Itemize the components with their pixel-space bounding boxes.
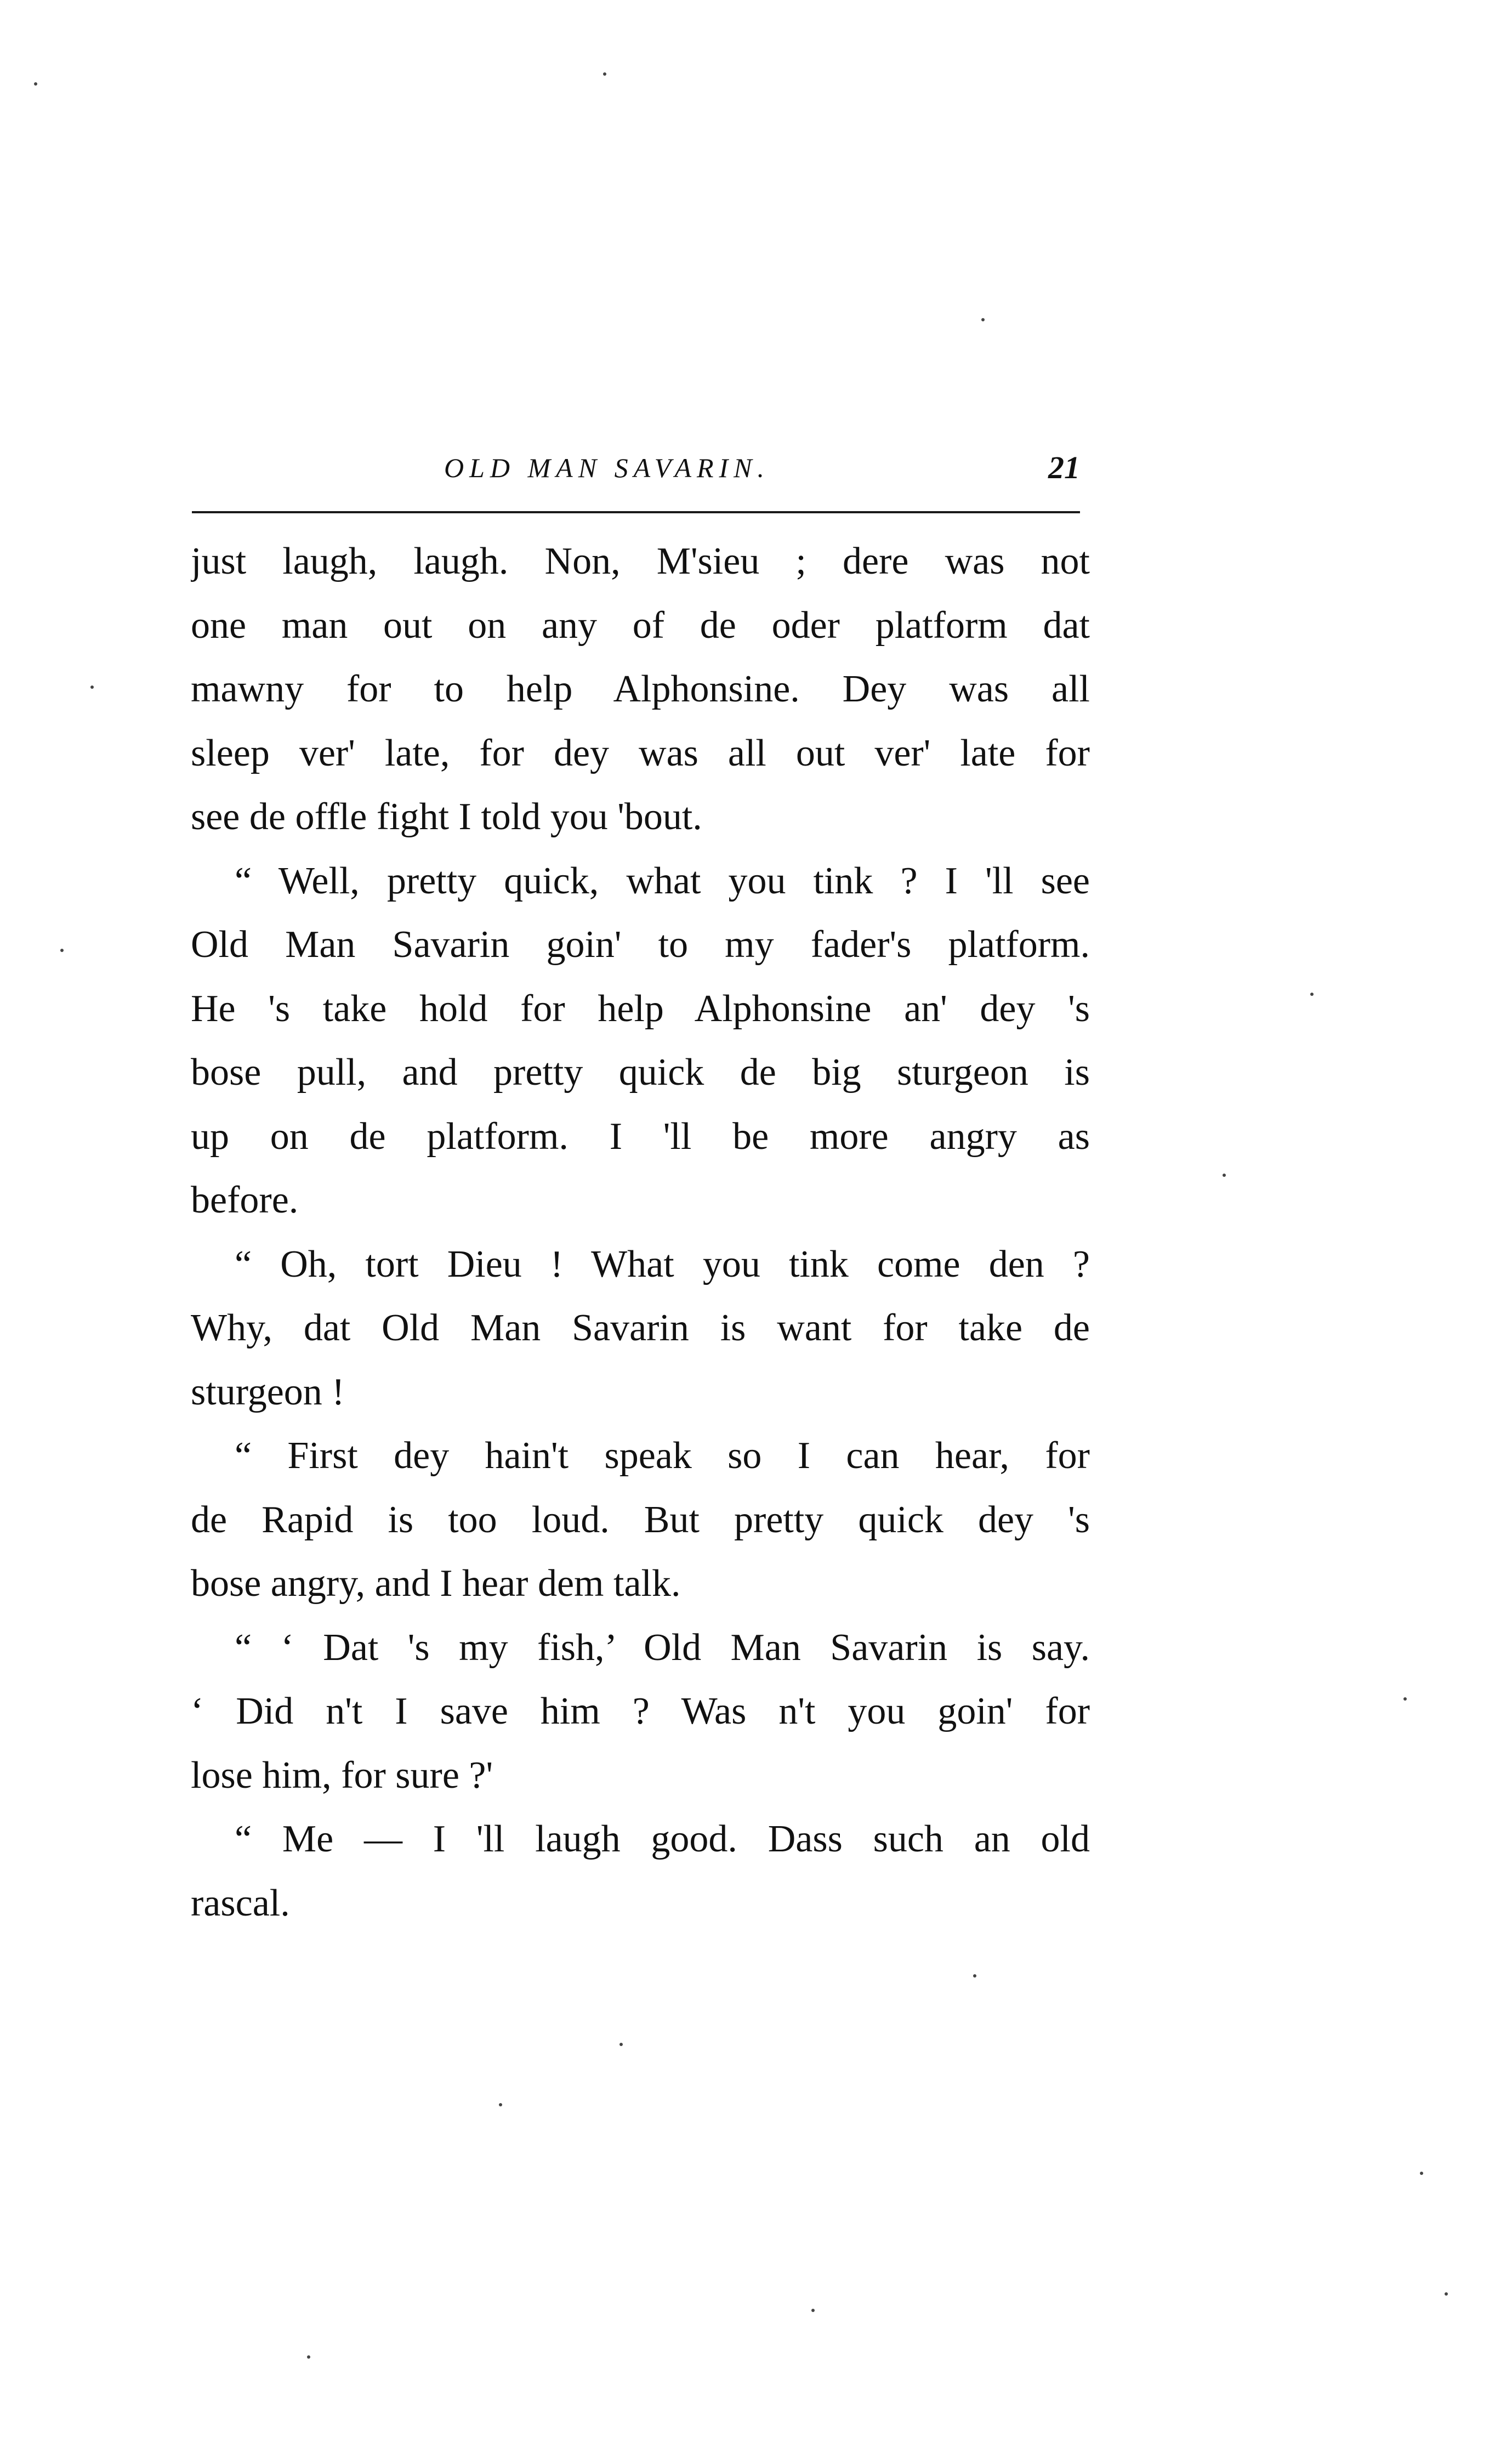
text-line: bose angry, and I hear dem talk. <box>191 1562 681 1605</box>
paper-speck <box>1310 993 1314 996</box>
text-line: sturgeon ! <box>191 1370 345 1413</box>
text-line: Old Man Savarin goin' to my fader's platform. <box>191 923 1090 966</box>
text-line: ‘ Did n't I save him ? Was n't you goin' for <box>191 1690 1090 1732</box>
paper-speck <box>811 2309 815 2312</box>
text-line: up on de platform. I 'll be more angry as <box>191 1115 1090 1158</box>
text-line: Why, dat Old Man Savarin is want for take de <box>191 1307 1090 1349</box>
running-head <box>192 443 1080 492</box>
paper-speck <box>307 2355 310 2359</box>
paper-speck <box>34 82 37 86</box>
text-line: see de offle fight I told you 'bout. <box>191 796 702 838</box>
paper-speck <box>973 1974 976 1978</box>
paper-speck <box>1223 1174 1226 1177</box>
paper-speck <box>1403 1697 1407 1701</box>
body-text <box>191 530 1090 1935</box>
text-line: “ Oh, tort Dieu ! What you tink come den ? <box>235 1243 1090 1285</box>
text-line: rascal. <box>191 1882 290 1924</box>
text-line: one man out on any of de oder platform dat <box>191 604 1090 647</box>
text-line: “ First dey hain't speak so I can hear, for <box>235 1435 1090 1477</box>
header-rule <box>192 511 1080 513</box>
text-line: de Rapid is too loud. But pretty quick dey 's <box>191 1498 1090 1541</box>
paper-speck <box>90 685 94 689</box>
paper-speck <box>1420 2172 1423 2175</box>
text-line: bose pull, and pretty quick de big sturgeon is <box>191 1051 1090 1093</box>
paper-speck <box>603 72 606 76</box>
text-line: “ Well, pretty quick, what you tink ? I 'll see <box>235 859 1090 902</box>
text-line: He 's take hold for help Alphonsine an' dey 's <box>191 987 1090 1030</box>
paper-speck <box>981 318 985 321</box>
text-line: “ Me — I 'll laugh good. Dass such an old <box>235 1818 1090 1860</box>
text-line: sleep ver' late, for dey was all out ver' late for <box>191 732 1090 774</box>
paper-speck <box>60 949 64 952</box>
running-title: OLD MAN SAVARIN. <box>444 452 770 483</box>
text-line: lose him, for sure ?' <box>191 1754 493 1797</box>
text-line: mawny for to help Alphonsine. Dey was all <box>191 668 1090 710</box>
text-line: before. <box>191 1179 299 1221</box>
paper-speck <box>1445 2292 1448 2296</box>
paper-speck <box>619 2043 623 2046</box>
page-number: 21 <box>1048 450 1080 485</box>
text-line: “ ‘ Dat 's my fish,’ Old Man Savarin is say. <box>235 1626 1090 1669</box>
paper-speck <box>499 2103 502 2106</box>
text-line: just laugh, laugh. Non, M'sieu ; dere was not <box>191 540 1090 582</box>
